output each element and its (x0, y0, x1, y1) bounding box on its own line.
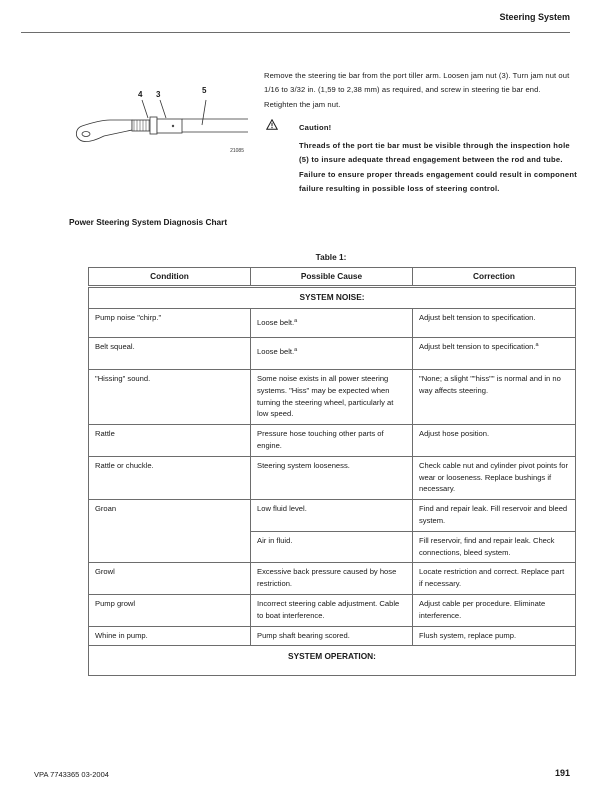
correction-cell: Flush system, replace pump. (413, 626, 576, 646)
section-row (89, 287, 576, 309)
running-header-title: Steering System (499, 12, 570, 22)
cause-cell: Low fluid level. (251, 500, 413, 532)
condition-cell: Rattle (89, 425, 251, 457)
table-header-row (89, 268, 576, 287)
correction-cell: Locate restriction and correct. Replace part if necessary. (413, 563, 576, 595)
condition-cell: Belt squeal. (89, 338, 251, 370)
column-header-condition: Condition (89, 268, 251, 287)
header-divider (21, 32, 570, 33)
callout-5: 5 (202, 86, 207, 95)
cause-cell: Steering system looseness. (251, 456, 413, 499)
section-title: Power Steering System Diagnosis Chart (69, 217, 228, 227)
condition-cell: Pump growl (89, 594, 251, 626)
document-id: VPA 7743365 03-2004 (34, 770, 109, 779)
condition-cell: Groan (89, 500, 251, 563)
section-heading: SYSTEM OPERATION: (89, 646, 576, 676)
correction-cell: Fill reservoir, find and repair leak. Check connections, bleed system. (413, 531, 576, 563)
cause-cell: Loose belt.$^a$ (251, 338, 413, 370)
correction-cell: Adjust hose position. (413, 425, 576, 457)
callout-4: 4 (138, 90, 143, 99)
cause-cell: Pump shaft bearing scored. (251, 626, 413, 646)
table-row (89, 594, 576, 626)
section-row (89, 646, 576, 676)
caution-text: Threads of the port tie bar must be visible through the inspection hole (5) to insure adequate thread engagement between the rod and tube. Failure to ensure proper threads engagement could result in component failure resulting in possible loss of steering control. (299, 141, 578, 194)
cause-cell: Loose belt.$^a$ (251, 309, 413, 338)
table-row (89, 338, 576, 370)
table-row (89, 370, 576, 425)
correction-cell: Adjust belt tension to specification. (413, 309, 576, 338)
correction-cell: Find and repair leak. Fill reservoir and bleed system. (413, 500, 576, 532)
correction-cell: Adjust belt tension to specification.$^a$ (413, 338, 576, 370)
table-row (89, 500, 576, 532)
correction-cell: Check cable nut and cylinder pivot points for wear or looseness. Replace bushings if necessary. (413, 456, 576, 499)
figure-id: 21085 (230, 148, 244, 154)
cause-cell: Incorrect steering cable adjustment. Cable to boat interference. (251, 594, 413, 626)
warning-triangle-icon (266, 117, 278, 128)
callout-3: 3 (156, 90, 161, 99)
correction-cell: Adjust cable per procedure. Eliminate interference. (413, 594, 576, 626)
table-row (89, 626, 576, 646)
tie-bar-illustration (70, 78, 248, 154)
caution-title: Caution! (299, 123, 332, 132)
table-row (89, 456, 576, 499)
condition-cell: Rattle or chuckle. (89, 456, 251, 499)
column-header-correction: Correction (413, 268, 576, 287)
table-row (89, 425, 576, 457)
condition-cell: Pump noise "chirp." (89, 309, 251, 338)
condition-cell: "Hissing" sound. (89, 370, 251, 425)
table-row (89, 563, 576, 595)
condition-cell: Whine in pump. (89, 626, 251, 646)
table-caption: Table 1: (315, 252, 347, 262)
instruction-paragraph: Remove the steering tie bar from the port tiller arm. Loosen jam nut (3). Turn jam nut out 1/16 to 3/32 in. (1,59 to 2,38 mm) as required, and screw in steering tie bar end. Retighten the jam nut. (264, 71, 570, 109)
table-row (89, 309, 576, 338)
section-heading: SYSTEM NOISE: (89, 287, 576, 309)
cause-cell: Pressure hose touching other parts of engine. (251, 425, 413, 457)
condition-cell: Growl (89, 563, 251, 595)
cause-cell: Excessive back pressure caused by hose restriction. (251, 563, 413, 595)
diagnosis-table (88, 267, 576, 676)
cause-cell: Air in fluid. (251, 531, 413, 563)
correction-cell: "None; a slight ""hiss"" is normal and in no way affects steering. (413, 370, 576, 425)
page-number: 191 (554, 768, 570, 778)
cause-cell: Some noise exists in all power steering systems. "Hiss" may be expected when turning the steering wheel, particularly at low speed. (251, 370, 413, 425)
column-header-cause: Possible Cause (251, 268, 413, 287)
